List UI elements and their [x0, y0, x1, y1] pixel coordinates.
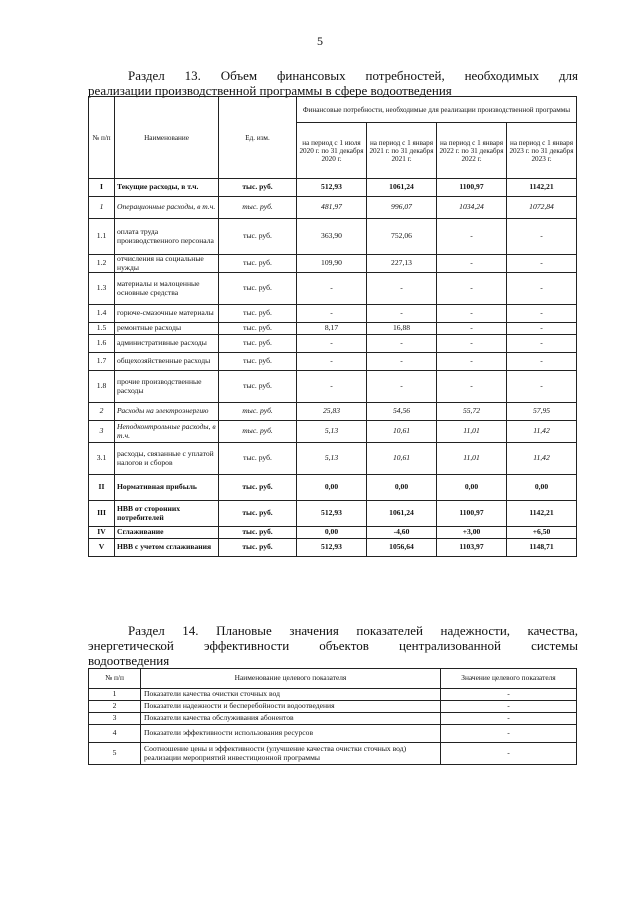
row-number: II	[89, 475, 115, 501]
row-unit: тыс. руб.	[219, 421, 297, 443]
row-value: 512,93	[297, 539, 367, 557]
row-unit: тыс. руб.	[219, 179, 297, 197]
row-unit: тыс. руб.	[219, 255, 297, 273]
row-name: Расходы на электроэнергию	[115, 403, 219, 421]
header-period-2021: на период с 1 января 2021 г. по 31 декабря 2021 г.	[367, 123, 437, 179]
indicator-value: -	[441, 743, 577, 765]
header-period-2023: на период с 1 января 2023 г. по 31 декабря 2023 г.	[507, 123, 577, 179]
row-value: 0,00	[297, 527, 367, 539]
row-value: 996,07	[367, 197, 437, 219]
row-number: 3.1	[89, 443, 115, 475]
row-name: Сглаживание	[115, 527, 219, 539]
row-name: горюче-смазочные материалы	[115, 305, 219, 323]
table-row	[89, 323, 577, 335]
table-row	[89, 475, 577, 501]
row-value: -	[507, 353, 577, 371]
row-value: 16,88	[367, 323, 437, 335]
row-value: 1100,97	[437, 179, 507, 197]
row-number: 1.5	[89, 323, 115, 335]
page-number: 5	[317, 34, 323, 48]
row-value: 54,56	[367, 403, 437, 421]
indicator-value: -	[441, 713, 577, 725]
row-name: Нормативная прибыль	[115, 475, 219, 501]
row-value: 57,95	[507, 403, 577, 421]
row-number: 3	[89, 713, 141, 725]
table-row	[89, 501, 577, 527]
row-value: -4,60	[367, 527, 437, 539]
row-number: 1	[89, 689, 141, 701]
section-13-title-line-1: Раздел 13. Объем финансовых потребностей, необходимых для	[128, 68, 578, 83]
section-13-heading	[88, 68, 578, 98]
row-unit: тыс. руб.	[219, 353, 297, 371]
row-value: 1142,21	[507, 501, 577, 527]
indicator-value: -	[441, 701, 577, 713]
row-value: -	[507, 371, 577, 403]
table-row	[89, 273, 577, 305]
table-row	[89, 353, 577, 371]
row-unit: тыс. руб.	[219, 219, 297, 255]
row-value: 1103,97	[437, 539, 507, 557]
row-value: 481,97	[297, 197, 367, 219]
header-indicator-name: Наименование целевого показателя	[141, 669, 441, 689]
row-name: Операционные расходы, в т.ч.	[115, 197, 219, 219]
table-row	[89, 219, 577, 255]
row-value: -	[437, 335, 507, 353]
row-value: -	[367, 305, 437, 323]
row-value: -	[437, 219, 507, 255]
section-14-title-line-3: водоотведения	[88, 653, 170, 668]
row-unit: тыс. руб.	[219, 539, 297, 557]
table-row	[89, 179, 577, 197]
row-unit: тыс. руб.	[219, 475, 297, 501]
row-number: III	[89, 501, 115, 527]
row-value: 1061,24	[367, 179, 437, 197]
row-unit: тыс. руб.	[219, 371, 297, 403]
row-name: ремонтные расходы	[115, 323, 219, 335]
row-name: материалы и малоценные основные средства	[115, 273, 219, 305]
financial-needs-table-body	[89, 179, 577, 557]
row-value: 1100,97	[437, 501, 507, 527]
row-value: -	[437, 323, 507, 335]
row-value: 109,90	[297, 255, 367, 273]
row-number: 2	[89, 403, 115, 421]
header-financial-needs: Финансовые потребности, необходимые для реализации производственной программы	[297, 97, 577, 123]
row-unit: тыс. руб.	[219, 197, 297, 219]
indicator-name: Показатели качества очистки сточных вод	[141, 689, 441, 701]
row-value: 11,42	[507, 443, 577, 475]
row-value: 10,61	[367, 421, 437, 443]
row-value: +3,00	[437, 527, 507, 539]
row-value: 512,93	[297, 179, 367, 197]
row-value: 0,00	[507, 475, 577, 501]
financial-needs-table	[88, 96, 577, 557]
row-number: 2	[89, 701, 141, 713]
row-value: 1034,24	[437, 197, 507, 219]
header-period-2020: на период с 1 июля 2020 г. по 31 декабря 2020 г.	[297, 123, 367, 179]
indicator-name: Показатели надежности и бесперебойности водоотведения	[141, 701, 441, 713]
table-row	[89, 527, 577, 539]
row-value: 1061,24	[367, 501, 437, 527]
row-name: административные расходы	[115, 335, 219, 353]
row-value: -	[437, 371, 507, 403]
table-row	[89, 743, 577, 765]
indicator-name: Соотношение цены и эффективности (улучшение качества очистки сточных вод) реализации мероприятий инвестиционной программы	[141, 743, 441, 765]
row-unit: тыс. руб.	[219, 273, 297, 305]
row-number: 5	[89, 743, 141, 765]
indicator-name: Показатели эффективности использования ресурсов	[141, 725, 441, 743]
row-value: 1142,21	[507, 179, 577, 197]
target-indicators-table-body	[89, 689, 577, 765]
row-unit: тыс. руб.	[219, 443, 297, 475]
row-value: 363,90	[297, 219, 367, 255]
row-value: -	[297, 305, 367, 323]
row-value: 512,93	[297, 501, 367, 527]
row-value: -	[437, 255, 507, 273]
row-value: 25,83	[297, 403, 367, 421]
row-number: 1.3	[89, 273, 115, 305]
row-unit: тыс. руб.	[219, 501, 297, 527]
row-name: Неподконтрольные расходы, в т.ч.	[115, 421, 219, 443]
row-unit: тыс. руб.	[219, 403, 297, 421]
row-value: 11,42	[507, 421, 577, 443]
table-row	[89, 539, 577, 557]
row-unit: тыс. руб.	[219, 527, 297, 539]
row-name: прочие производственные расходы	[115, 371, 219, 403]
row-name: Текущие расходы, в т.ч.	[115, 179, 219, 197]
row-value: 5,13	[297, 443, 367, 475]
indicator-value: -	[441, 725, 577, 743]
table-row	[89, 725, 577, 743]
table-row	[89, 443, 577, 475]
row-value: +6,50	[507, 527, 577, 539]
table-row	[89, 713, 577, 725]
row-value: -	[507, 255, 577, 273]
header-num: № п/п	[89, 669, 141, 689]
row-value: -	[297, 335, 367, 353]
row-value: -	[367, 371, 437, 403]
header-unit: Ед. изм.	[219, 97, 297, 179]
section-14-title-line-2: энергетической эффективности объектов централизованной системы	[88, 638, 578, 653]
row-value: -	[437, 305, 507, 323]
row-value: 5,13	[297, 421, 367, 443]
row-name: отчисления на социальные нужды	[115, 255, 219, 273]
row-unit: тыс. руб.	[219, 305, 297, 323]
row-value: -	[507, 335, 577, 353]
row-value: 1148,71	[507, 539, 577, 557]
row-value: -	[507, 219, 577, 255]
row-number: 1.6	[89, 335, 115, 353]
table-row	[89, 403, 577, 421]
row-value: 8,17	[297, 323, 367, 335]
row-value: -	[367, 353, 437, 371]
row-value: 1072,84	[507, 197, 577, 219]
row-number: V	[89, 539, 115, 557]
row-value: 11,01	[437, 443, 507, 475]
row-number: 1.2	[89, 255, 115, 273]
row-value: -	[367, 335, 437, 353]
row-value: 0,00	[437, 475, 507, 501]
row-value: 10,61	[367, 443, 437, 475]
table-row	[89, 701, 577, 713]
table-row	[89, 335, 577, 353]
indicator-name: Показатели качества обслуживания абонентов	[141, 713, 441, 725]
section-14-title-line-1: Раздел 14. Плановые значения показателей надежности, качества,	[128, 623, 578, 638]
row-value: -	[507, 273, 577, 305]
row-name: расходы, связанные с уплатой налогов и сборов	[115, 443, 219, 475]
row-name: НВВ с учетом сглаживания	[115, 539, 219, 557]
row-name: оплата труда производственного персонала	[115, 219, 219, 255]
row-value: 11,01	[437, 421, 507, 443]
row-unit: тыс. руб.	[219, 335, 297, 353]
row-value: 55,72	[437, 403, 507, 421]
row-value: -	[297, 273, 367, 305]
row-number: 1.1	[89, 219, 115, 255]
indicator-value: -	[441, 689, 577, 701]
section-13-title-line-2: реализации производственной программы в сфере водоотведения	[88, 83, 452, 98]
target-indicators-table	[88, 668, 577, 765]
row-unit: тыс. руб.	[219, 323, 297, 335]
row-value: -	[507, 305, 577, 323]
row-number: 4	[89, 725, 141, 743]
row-number: 1.7	[89, 353, 115, 371]
table-row	[89, 689, 577, 701]
table-row	[89, 421, 577, 443]
table-row	[89, 305, 577, 323]
row-value: -	[437, 273, 507, 305]
row-number: IV	[89, 527, 115, 539]
table-row	[89, 371, 577, 403]
row-value: 752,06	[367, 219, 437, 255]
row-value: -	[507, 323, 577, 335]
row-name: общехозяйственные расходы	[115, 353, 219, 371]
row-number: 1	[89, 197, 115, 219]
header-name: Наименование	[115, 97, 219, 179]
header-indicator-value: Значение целевого показателя	[441, 669, 577, 689]
row-value: -	[297, 371, 367, 403]
row-value: 0,00	[297, 475, 367, 501]
row-value: 227,13	[367, 255, 437, 273]
row-name: НВВ от сторонних потребителей	[115, 501, 219, 527]
row-value: -	[297, 353, 367, 371]
row-value: 0,00	[367, 475, 437, 501]
row-number: I	[89, 179, 115, 197]
row-value: 1056,64	[367, 539, 437, 557]
row-value: -	[367, 273, 437, 305]
header-period-2022: на период с 1 января 2022 г. по 31 декабря 2022 г.	[437, 123, 507, 179]
row-value: -	[437, 353, 507, 371]
row-number: 1.8	[89, 371, 115, 403]
row-number: 1.4	[89, 305, 115, 323]
header-num: № п/п	[89, 97, 115, 179]
table-row	[89, 255, 577, 273]
table-row	[89, 197, 577, 219]
row-number: 3	[89, 421, 115, 443]
section-14-heading	[88, 623, 578, 668]
